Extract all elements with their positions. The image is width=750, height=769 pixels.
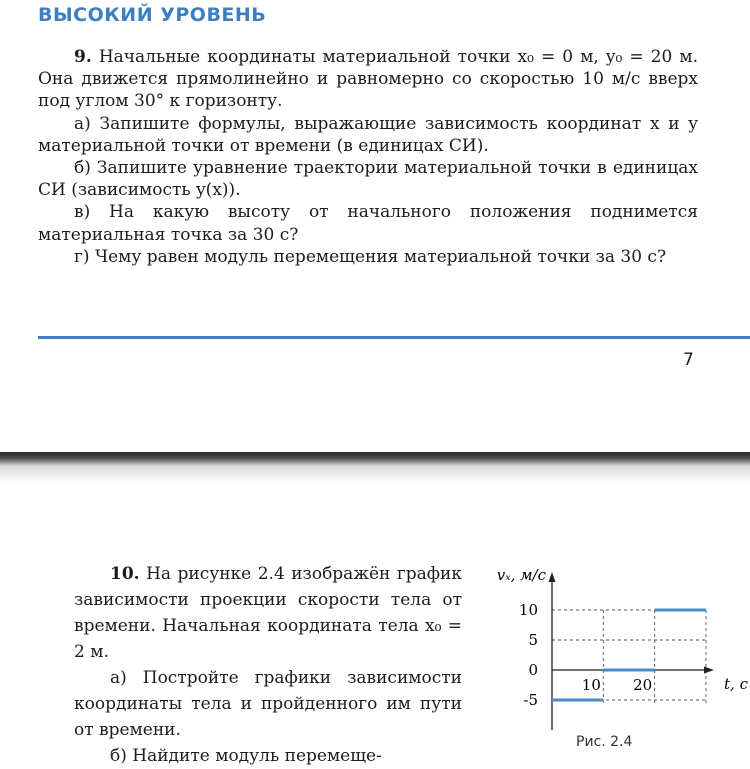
problem-9 [38, 46, 698, 268]
x-axis-arrow [704, 667, 714, 674]
page-separator [0, 452, 750, 482]
x-tick-label: 20 [633, 676, 653, 694]
chart-series [552, 610, 706, 700]
problem-9-part-c: в) На какую высоту от начального положения поднимется материальная точка за 30 с? [38, 202, 698, 245]
problem-9-part-b: б) Запишите уравнение траектории материальной точки в единицах СИ (зависимость y(x)). [38, 158, 698, 201]
chart-labels [497, 566, 749, 709]
page-number: 7 [683, 350, 694, 370]
x-axis-label: t, с [724, 675, 748, 693]
chart-grid [552, 610, 706, 706]
problem-10-part-b: б) Найдите модуль перемеще- [110, 746, 382, 766]
problem-10-intro-text: На рисунке 2.4 изображён график зависимости проекции скорости тела от времени. Начальная координата тела x₀ = 2 м. [74, 564, 463, 662]
problem-10-intro [74, 561, 462, 665]
x-tick-label: 10 [581, 676, 601, 694]
figure-caption: Рис. 2.4 [576, 734, 633, 750]
y-axis-arrow [549, 572, 556, 582]
footer-rule [38, 336, 750, 339]
problem-9-number: 9. [74, 47, 92, 67]
y-tick-label: 0 [528, 661, 538, 679]
problem-10-part-a: а) Постройте графики зависимости координаты тела и пройденного им пути от времени. [74, 668, 462, 740]
y-axis-label: vₓ, м/с [496, 566, 546, 584]
problem-10-number: 10. [110, 564, 140, 584]
problem-9-intro [38, 46, 698, 113]
problem-9-intro-text: Начальные координаты материальной точки x₀ = 0 м, y₀ = 20 м. Она движется прямолинейно и равномерно со скоростью 10 м/с вверх под углом 30° к горизонту. [38, 47, 699, 112]
chart-axes [549, 572, 715, 730]
velocity-chart [470, 560, 750, 750]
problem-10 [74, 561, 462, 769]
section-heading: ВЫСОКИЙ УРОВЕНЬ [38, 4, 267, 26]
y-tick-label: -5 [523, 691, 538, 709]
y-tick-label: 5 [528, 631, 538, 649]
y-tick-label: 10 [518, 601, 538, 619]
problem-9-part-d: г) Чему равен модуль перемещения материальной точки за 30 с? [74, 246, 667, 267]
problem-9-part-a: а) Запишите формулы, выражающие зависимость координат x и y материальной точки от времени (в единицах СИ). [38, 113, 698, 156]
